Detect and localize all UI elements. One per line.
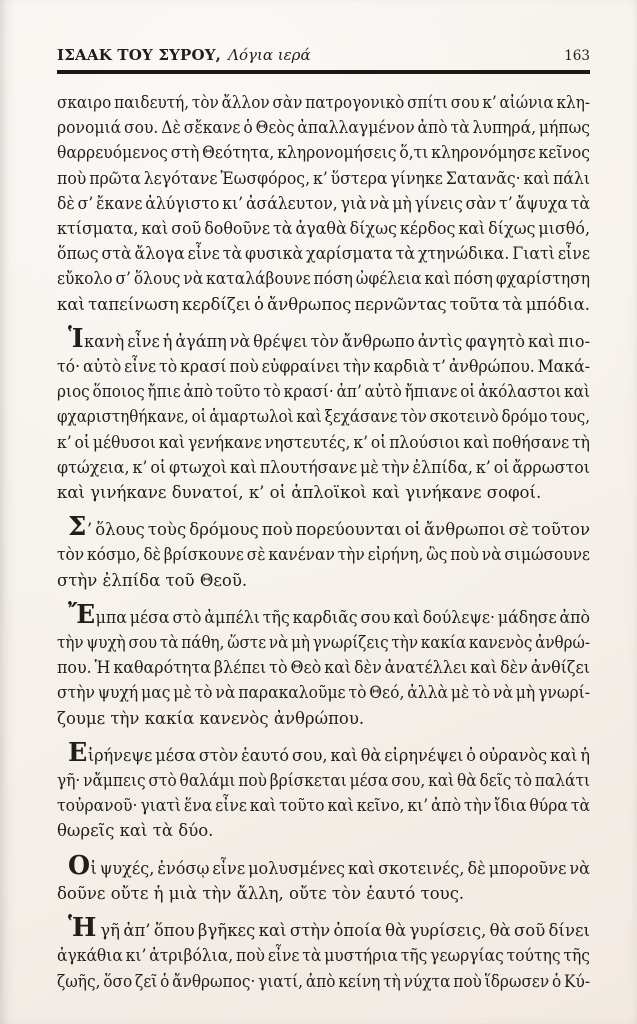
page-body (57, 90, 590, 994)
text-line: τοὐρανοῦ· γιατὶ ἕνα εἶνε καὶ τοῦτο καὶ κεῖνο, κι’ ἀπὸ τὴν ἴδια θύρα τὰ (57, 796, 590, 816)
text-line: Ἱκανὴ εἶνε ἡ ἀγάπη νὰ θρέψει τὸν ἄνθρωπο ἀντὶς φαγητὸ καὶ πιο- (68, 323, 590, 354)
text-line: σκαιρο παιδευτή, τὸν ἄλλον σὰν πατρογονικὸ σπίτι σου κ’ αἰώνια κλη- (57, 93, 590, 112)
text-line: θαρρευόμενος στὴ Θεότητα, κληρονομήσεις ὅ,τι κληρονόμησε κεῖνος (57, 143, 590, 163)
paragraph (57, 90, 590, 317)
work-title: Λόγια ιερά (228, 46, 311, 64)
text-line: ὅπως στὰ ἄλογα εἶνε τὰ φυσικὰ χαρίσματα τὰ χτηνώδικα. Γιατὶ εἶνε (57, 244, 590, 264)
text-line: ζωῆς, ὅσο ζεῖ ὁ ἄνθρωπος· γιατί, ἀπὸ κείνη τὴ νύχτα ποὺ ἵδρωσεν ὁ Κύ- (57, 971, 590, 991)
text-line: που. Ἡ καθαρότητα βλέπει τὸ Θεὸ καὶ δὲν ἀνατέλλει καὶ δὲν ἀνθίζει (57, 658, 590, 678)
text-line: τὴν ψυχὴ σου τὰ πάθη, ὥστε νὰ μὴ γνωρίζεις τὴν κακία κανενὸς ἀνθρώ- (57, 633, 590, 653)
text-line: καὶ γινήκανε δυνατοί, κ’ οἱ ἁπλοϊκοὶ καὶ γινήκανε σοφοί. (57, 483, 542, 503)
text-line: καὶ ταπείνωση κερδίζει ὁ ἄνθρωπος περνῶντας τοῦτα τὰ μπόδια. (57, 294, 590, 314)
text-line: Σ’ ὅλους τοὺς δρόμους ποὺ πορεύουνται οἱ ἄνθρωποι σὲ τοῦτον (68, 512, 590, 543)
text-line: Ἔμπα μέσα στὸ ἀμπέλι τῆς καρδιᾶς σου καὶ δούλεψε· μάδησε ἀπὸ (68, 599, 590, 630)
text-line: τὸν κόσμο, δὲ βρίσκουνε σὲ κανέναν τὴν εἰρήνη, ὣς ποὺ νὰ σιμώσουνε (57, 545, 590, 565)
paragraph (57, 737, 590, 844)
text-line: ἀγκάθια κι’ ἀτριβόλια, ποὺ εἶνε τὰ μυστήρια τῆς γεωργίας τούτης τῆς (57, 946, 590, 966)
text-line: τό· αὐτὸ εἶνε τὸ κρασί ποὺ εὐφραίνει τὴν καρδιὰ τ’ ἀνθρώπου. Μακά- (57, 357, 590, 377)
drop-cap: Ἱ (68, 323, 85, 354)
text-line: στὴν ψυχή μας μὲ τὸ νὰ παρακαλοῦμε τὸ Θεό, ἀλλὰ μὲ τὸ νὰ μὴ γνωρί- (57, 683, 590, 703)
text-line: γῆ· νἄμπεις στὸ θαλάμι ποὺ βρίσκεται μέσα σου, καὶ θὰ δεῖς τὸ παλάτι (57, 771, 590, 791)
text-line: Εἰρήνεψε μέσα στὸν ἑαυτό σου, καὶ θὰ εἰρηνέψει ὁ οὐρανὸς καὶ ἡ (68, 737, 590, 768)
header-rule (57, 70, 590, 74)
text-line: ρονομιά σου. Δὲ σἔκανε ὁ Θεὸς ἀπαλλαγμένον ἀπὸ τὰ λυπηρά, μήπως (57, 118, 590, 138)
text-line: ποὺ πρῶτα λεγότανε Ἑωσφόρος, κ’ ὕστερα γίνηκε Σατανᾶς· καὶ πάλι (57, 168, 590, 188)
text-line: στὴν ἐλπίδα τοῦ Θεοῦ. (57, 570, 248, 590)
page-content (57, 0, 590, 994)
text-line: φτώχεια, κ’ οἱ φτωχοὶ καὶ πλουτήσανε μὲ τὴν ἐλπίδα, κ’ οἱ ἄρρωστοι (57, 457, 590, 477)
paragraph (57, 915, 590, 994)
text-line: κτίσματα, καὶ σοῦ δοθοῦνε τὰ ἀγαθὰ δίχως κέρδος καὶ δίχως μισθό, (57, 219, 590, 239)
text-line: ζουμε τὴν κακία κανενὸς ἀνθρώπου. (57, 708, 365, 728)
running-head-title (57, 47, 311, 63)
paragraph (57, 599, 590, 731)
drop-cap: Ο (68, 850, 91, 881)
drop-cap: Ε (68, 737, 88, 768)
text-line: δὲ σ’ ἔκανε ἀλύγιστο κι’ ἀσάλευτον, γιὰ νὰ μὴ γίνεις σὰν τ’ ἄψυχα τὰ (57, 193, 590, 213)
author-name: ΙΣΑΑΚ ΤΟΥ ΣΥΡΟΥ, (57, 46, 222, 64)
text-line: Οἱ ψυχές, ἐνόσῳ εἶνε μολυσμένες καὶ σκοτεινές, δὲ μποροῦνε νὰ (68, 850, 590, 881)
drop-cap: Σ (68, 512, 87, 543)
text-line: θωρεῖς καὶ τὰ δύο. (57, 821, 214, 841)
text-line: εὔκολο σ’ ὅλους νὰ καταλάβουνε πόση ὠφέλεια καὶ πόση φχαρίστηση (57, 269, 590, 289)
paragraph (57, 514, 590, 593)
drop-cap: Ἔ (68, 599, 96, 630)
running-head (57, 47, 590, 64)
text-line: Ἡ γῆ ἀπ’ ὅπου βγῆκες καὶ στὴν ὁποία θὰ γυρίσεις, θὰ σοῦ δίνει (68, 913, 590, 944)
drop-cap: Ἡ (68, 913, 97, 944)
text-line: ριος ὅποιος ἤπιε ἀπὸ τοῦτο τὸ κρασί· ἀπ’ αὐτὸ ἤπιανε οἱ ἀκόλαστοι καὶ (57, 382, 590, 402)
text-line: κ’ οἱ μέθυσοι καὶ γενήκανε νηστευτές, κ’ οἱ πλούσιοι καὶ ποθήσανε τὴ (57, 432, 590, 452)
paragraph (57, 323, 590, 505)
text-line: δοῦνε οὔτε ἡ μιὰ τὴν ἄλλη, οὔτε τὸν ἑαυτό τους. (57, 883, 465, 903)
page-number: 163 (564, 48, 590, 64)
text-line: φχαριστηθήκανε, οἱ ἁμαρτωλοὶ καὶ ξεχάσανε τὸν σκοτεινὸ δρόμο τους, (57, 407, 590, 427)
paragraph (57, 850, 590, 906)
